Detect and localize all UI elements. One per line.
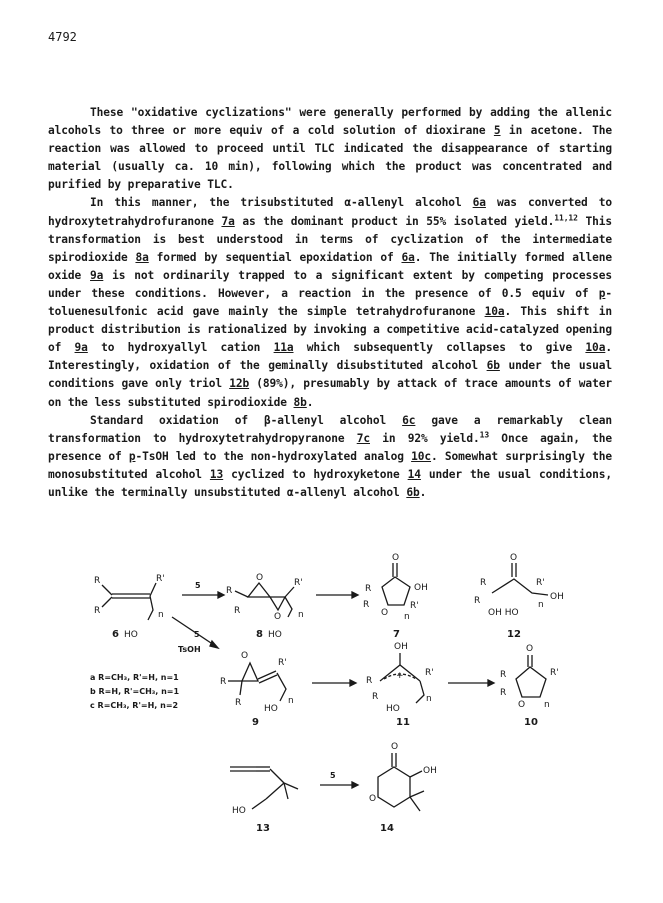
paragraph-2 [48,194,612,411]
structure-7 [363,553,428,640]
label-R: R [220,677,227,687]
compound-label-11: 11 [396,717,410,728]
structure-13 [230,767,298,834]
label-OH: OH [394,642,408,652]
label-OH: OH [550,592,564,602]
arrow [172,617,214,645]
compound-ref: 9a [74,341,88,355]
label-Rprime: R' [294,578,303,588]
body-text [48,104,612,502]
compound-ref: 11a [273,341,294,355]
text-run: cyclized to hydroxyketone [223,467,408,481]
structure-12 [474,553,564,640]
label-R: R [234,606,241,616]
text-run: under the usual conditions gave only triol [48,359,613,391]
compound-ref: 6b [486,359,500,373]
label-R: R [226,586,233,596]
compound-ref: 6a [401,250,415,264]
label-n: n [288,696,294,706]
structure-6 [94,574,165,640]
compound-label-8: 8 [256,629,263,640]
compound-ref: p [128,449,136,463]
compound-ref: 6c [402,413,416,427]
compound-ref: 10c [411,449,432,463]
label-HO: HO [232,806,246,816]
compound-ref: 10a [484,305,505,319]
label-R: R [363,600,370,610]
text-run: Once again, the presence of [48,431,613,463]
label-n: n [538,600,544,610]
compound-ref: 9a [90,268,104,282]
label-OH: OH [423,766,437,776]
label-R: R [372,692,379,702]
label-ohho: OH HO [488,608,519,618]
compound-ref: 8b [293,395,307,409]
label-O: O [274,612,282,622]
text-run: gave a remarkably clean transformation to hydroxytetrahydropyranone [48,413,612,445]
compound-ref: 7a [221,214,235,228]
text-run: in acetone. The reaction was allowed to proceed until TLC indicated the disappearance of starting material (usually ca. 10 min), following which the product was concentrated and purified by preparative TLC. [48,124,613,192]
text-run: in 92% yield. [370,431,480,445]
arrowhead [210,641,218,648]
text-run: which subsequently collapses to give [293,341,586,355]
label-Rprime: R' [156,574,165,584]
label-n: n [426,694,432,704]
legend-b: b R=H, R'=CH₃, n=1 [90,687,180,696]
paragraph-3 [48,412,612,502]
reagent-5: 5 [330,771,336,780]
compound-label-13: 13 [256,823,270,834]
label-O: O [391,742,399,752]
compound-label-12: 12 [507,629,521,640]
text-run: . Interestingly, oxidation of the geminally disubstituted alcohol [48,341,612,373]
label-R: R [94,606,101,616]
label-plus: + [396,671,404,681]
text-run: to hydroxyallyl cation [87,341,274,355]
label-n: n [158,610,164,620]
text-run: under the usual conditions, unlike the terminally unsubstituted α-allenyl alcohol [48,467,612,499]
label-OH: OH [414,583,428,593]
label-O: O [241,651,249,661]
citation: 11,12 [554,212,578,222]
compound-ref: 10a [585,341,606,355]
compound-ref: 7c [356,431,370,445]
label-HO: HO [268,630,282,640]
text-run: This transformation is best understood in terms of cyclization of the intermediate spirodioxide [48,214,612,264]
compound-label-7: 7 [393,629,400,640]
text-run: . Somewhat surprisingly the monosubstituted alcohol [48,449,612,481]
label-n: n [298,610,304,620]
label-HO: HO [386,704,400,714]
label-R: R [366,676,373,686]
arrowhead [488,680,494,686]
label-Rprime: R' [410,601,419,611]
structure-8 [226,573,304,640]
label-n: n [404,612,410,622]
compound-label-10: 10 [524,717,538,728]
reaction-scheme [60,545,620,890]
label-O: O [256,573,264,583]
text-run: (89%), presumably by attack of trace amounts of water on the less substituted spirodioxide [48,377,612,409]
structure-14 [369,742,437,834]
label-R: R [480,578,487,588]
label-n: n [544,700,550,710]
text-run: -TsOH led to the non-hydroxylated analog [135,449,412,463]
paragraph-1 [48,104,612,194]
reagent-tsoh: TsOH [178,645,201,654]
legend-a: a R=CH₃, R'=H, n=1 [90,673,179,682]
compound-ref: 6b [406,485,420,499]
structure-9 [220,651,294,728]
compound-ref: 14 [407,467,421,481]
label-Rprime: R' [550,668,559,678]
compound-ref: 5 [493,124,501,138]
legend-c: c R=CH₃, R'=H, n=2 [90,701,179,710]
label-R: R [235,698,242,708]
label-O: O [510,553,518,563]
label-O: O [392,553,400,563]
compound-label-14: 14 [380,823,394,834]
structure-11 [366,642,434,728]
label-R: R [365,584,372,594]
label-O: O [526,644,534,654]
label-Rprime: R' [536,578,545,588]
arrowhead [350,680,356,686]
label-O: O [381,608,389,618]
compound-ref: 13 [209,467,224,481]
reagent-5: 5 [194,630,200,639]
label-R: R [94,576,101,586]
text-run: . This shift in product distribution is rationalized by invoking a competitive acid-catalyzed opening of [48,305,613,355]
compound-ref: 12b [229,377,250,391]
text-run: -toluenesulfonic acid gave mainly the simple tetrahydrofuranone [48,286,612,319]
compound-label-9: 9 [252,717,259,728]
text-run: formed by sequential epoxidation of [148,250,402,264]
structure-10 [500,644,559,728]
substituent-legend [90,673,180,710]
citation: 13 [479,429,490,439]
page-number: 4792 [48,30,77,44]
compound-ref: 8a [135,250,149,264]
reagent-5: 5 [195,581,201,590]
text-run: was converted to hydroxytetrahydrofuranone [48,196,612,228]
text-run: These "oxidative cyclizations" were generally performed by adding the allenic alcohols to three or more equiv of a cold solution of dioxirane [48,106,612,138]
label-O: O [369,794,377,804]
label-Rprime: R' [278,658,287,668]
arrowhead [218,592,224,598]
text-run: . The initially formed allene oxide [48,250,613,282]
label-HO: HO [124,630,138,640]
text-run: Standard oxidation of β-allenyl alcohol [90,413,403,427]
label-Rprime: R' [425,668,434,678]
compound-label-6: 6 [112,629,119,640]
text-run: is not ordinarily trapped to a significant extent by competing processes under these conditions. However, a reaction in the presence of 0.5 equiv of [48,268,612,300]
label-HO: HO [264,704,278,714]
label-O: O [518,700,526,710]
arrowhead [352,592,358,598]
text-run: as the dominant product in 55% isolated yield. [234,214,555,228]
compound-ref: 6a [472,196,486,210]
text-run: In this manner, the trisubstituted α-allenyl alcohol [90,196,473,210]
label-R: R [500,670,507,680]
label-R: R [474,596,481,606]
text-run: . [419,485,427,499]
compound-ref: p [598,286,606,300]
text-run: . [306,395,314,409]
label-R: R [500,688,507,698]
arrowhead [352,782,358,788]
